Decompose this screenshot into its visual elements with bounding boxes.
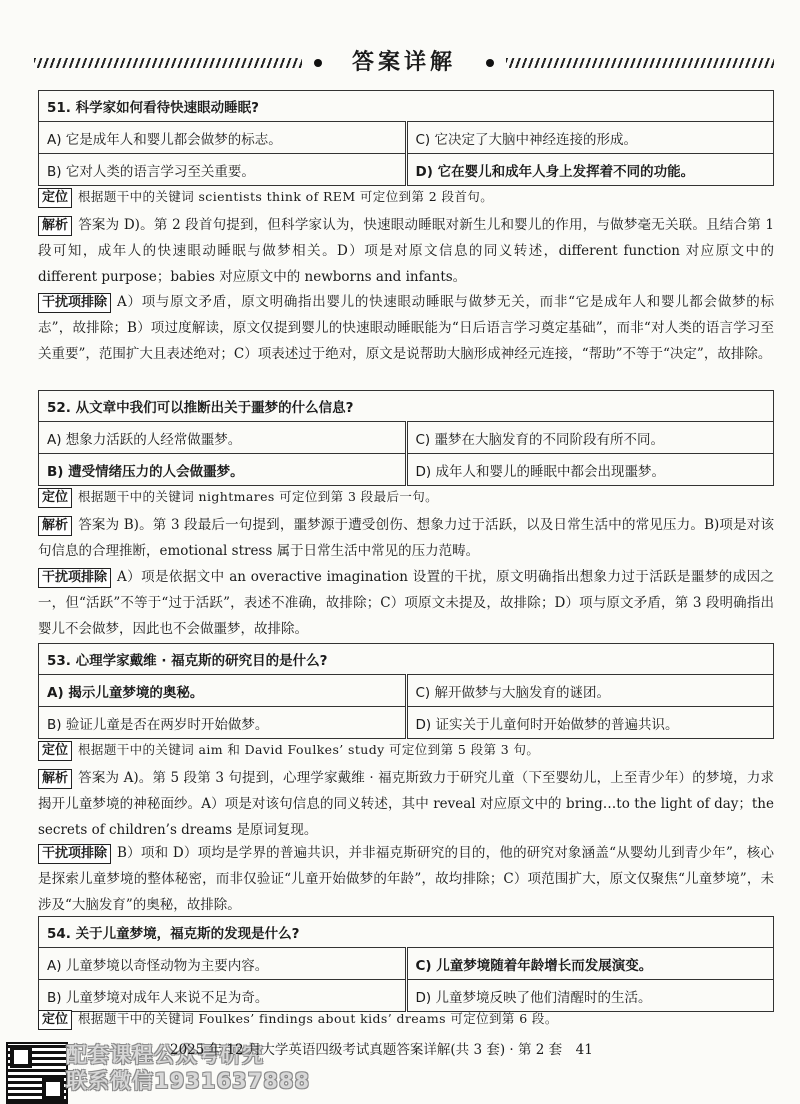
- q53-option-d: D) 证实关于儿童何时开始做梦的普遍共识。: [406, 707, 774, 739]
- qr-code-icon: [6, 1042, 68, 1104]
- q53-option-c: C) 解开做梦与大脑发育的谜团。: [406, 675, 774, 707]
- locate-tag: 定位: [38, 1010, 72, 1030]
- q51-locate: [38, 184, 774, 210]
- q51-option-a: A) 它是成年人和婴儿都会做梦的标志。: [39, 122, 407, 154]
- q54-option-b: B) 儿童梦境对成年人来说不足为奇。: [39, 980, 407, 1012]
- question-51-table: [38, 90, 774, 186]
- watermark-line-1: 配套课程公众号研究: [66, 1043, 264, 1067]
- q52-distractor-text: A）项是依据文中 an overactive imagination 设置的干扰，原文明确指出想象力过于活跃是噩梦的成因之一，但“活跃”不等于“过于活跃”，表述不准确，故排除；C）项原文未提及，故排除；D）项与原文矛盾，第 3 段明确指出婴儿不会做梦，因此也不会做噩梦，故排除。: [38, 569, 774, 637]
- analysis-tag: 解析: [38, 216, 72, 236]
- question-54-title: 54. 关于儿童梦境，福克斯的发现是什么?: [39, 917, 774, 948]
- q53-distractor-text: B）项和 D）项均是学界的普遍共识，并非福克斯研究的目的，他的研究对象涵盖“从婴幼儿到青少年”，核心是探索儿童梦境的整体秘密，而非仅验证“儿童开始做梦的年龄”，故均排除；C）项范围扩大，原文仅聚焦“儿童梦境”，未涉及“大脑发育”的奥秘，故排除。: [38, 845, 774, 913]
- q51-option-c: C) 它决定了大脑中神经连接的形成。: [406, 122, 774, 154]
- question-51-title: 51. 科学家如何看待快速眼动睡眠?: [39, 91, 774, 122]
- q52-distractor: [38, 564, 774, 642]
- q53-analysis-text: 答案为 A)。第 5 段第 3 句提到，心理学家戴维 · 福克斯致力于研究儿童（下至婴幼儿，上至青少年）的梦境，力求揭开儿童梦境的神秘面纱。A）项是对该句信息的同义转述，其中 reveal 对应原文中的 bring…to the light of day；the secrets of children’s dreams 是原词复现。: [38, 770, 774, 838]
- header-hatch-right: [506, 58, 774, 68]
- locate-tag: 定位: [38, 741, 72, 761]
- q51-analysis-text: 答案为 D)。第 2 段首句提到，但科学家认为，快速眼动睡眠对新生儿和婴儿的作用，与做梦毫无关联。且结合第 1 段可知，成年人的快速眼动睡眠与做梦相关。D）项是对原文信息的同义转述，different function 对应原文中的 different purpose；babies 对应原文中的 newborns and infants。: [38, 217, 774, 285]
- q53-option-b: B) 验证儿童是否在两岁时开始做梦。: [39, 707, 407, 739]
- analysis-tag: 解析: [38, 516, 72, 536]
- distractor-tag: 干扰项排除: [38, 568, 111, 588]
- question-52-title: 52. 从文章中我们可以推断出关于噩梦的什么信息?: [39, 391, 774, 422]
- q52-locate-text: 根据题干中的关键词 nightmares 可定位到第 3 段最后一句。: [78, 489, 439, 504]
- analysis-tag: 解析: [38, 769, 72, 789]
- q52-option-b: B) 遭受情绪压力的人会做噩梦。: [39, 454, 407, 486]
- q51-option-b: B) 它对人类的语言学习至关重要。: [39, 154, 407, 186]
- q51-distractor: [38, 289, 774, 367]
- watermark-line-2: 联系微信1931637888: [66, 1069, 311, 1093]
- locate-tag: 定位: [38, 488, 72, 508]
- q54-option-d: D) 儿童梦境反映了他们清醒时的生活。: [406, 980, 774, 1012]
- header-title: 答案详解: [351, 50, 456, 75]
- q51-analysis: [38, 212, 774, 290]
- locate-tag: 定位: [38, 188, 72, 208]
- q52-analysis-text: 答案为 B)。第 3 段最后一句提到，噩梦源于遭受创伤、想象力过于活跃，以及日常生活中的常见压力。B)项是对该句信息的合理推断，emotional stress 属于日常生活中常见的压力范畴。: [38, 517, 774, 559]
- q54-option-a: A) 儿童梦境以奇怪动物为主要内容。: [39, 948, 407, 980]
- page-footer: 2025 年 12 月大学英语四级考试真题答案详解(共 3 套) · 第 2 套 41: [170, 1042, 593, 1058]
- q52-option-d: D) 成年人和婴儿的睡眠中都会出现噩梦。: [406, 454, 774, 486]
- q54-locate-text: 根据题干中的关键词 Foulkes’ findings about kids’ dreams 可定位到第 6 段。: [78, 1011, 558, 1026]
- question-52-table: [38, 390, 774, 486]
- q54-locate: [38, 1006, 774, 1032]
- q53-option-a: A) 揭示儿童梦境的奥秘。: [39, 675, 407, 707]
- q52-option-a: A) 想象力活跃的人经常做噩梦。: [39, 422, 407, 454]
- q51-locate-text: 根据题干中的关键词 scientists think of REM 可定位到第 2 段首句。: [78, 189, 494, 204]
- q52-analysis: [38, 512, 774, 564]
- q51-distractor-text: A）项与原文矛盾，原文明确指出婴儿的快速眼动睡眠与做梦无关，而非“它是成年人和婴儿都会做梦的标志”，故排除；B）项过度解读，原文仅提到婴儿的快速眼动睡眠能为“日后语言学习奠定基础”，而非“对人类的语言学习至关重要”，范围扩大且表述绝对；C）项表述过于绝对，原文是说帮助大脑形成神经元连接，“帮助”不等于“决定”，故排除。: [38, 294, 774, 362]
- page-header: [34, 48, 774, 78]
- distractor-tag: 干扰项排除: [38, 844, 111, 864]
- q53-analysis: [38, 765, 774, 843]
- question-54-table: [38, 916, 774, 1012]
- question-53-title: 53. 心理学家戴维 · 福克斯的研究目的是什么?: [39, 644, 774, 675]
- q52-locate: [38, 484, 774, 510]
- distractor-tag: 干扰项排除: [38, 293, 111, 313]
- q53-locate: [38, 737, 774, 763]
- question-53-table: [38, 643, 774, 739]
- q53-distractor: [38, 840, 774, 918]
- q54-option-c: C) 儿童梦境随着年龄增长而发展演变。: [406, 948, 774, 980]
- q52-option-c: C) 噩梦在大脑发育的不同阶段有所不同。: [406, 422, 774, 454]
- header-dot-right: [486, 59, 494, 67]
- q53-locate-text: 根据题干中的关键词 aim 和 David Foulkes’ study 可定位到第 5 段第 3 句。: [78, 742, 540, 757]
- q51-option-d: D) 它在婴儿和成年人身上发挥着不同的功能。: [406, 154, 774, 186]
